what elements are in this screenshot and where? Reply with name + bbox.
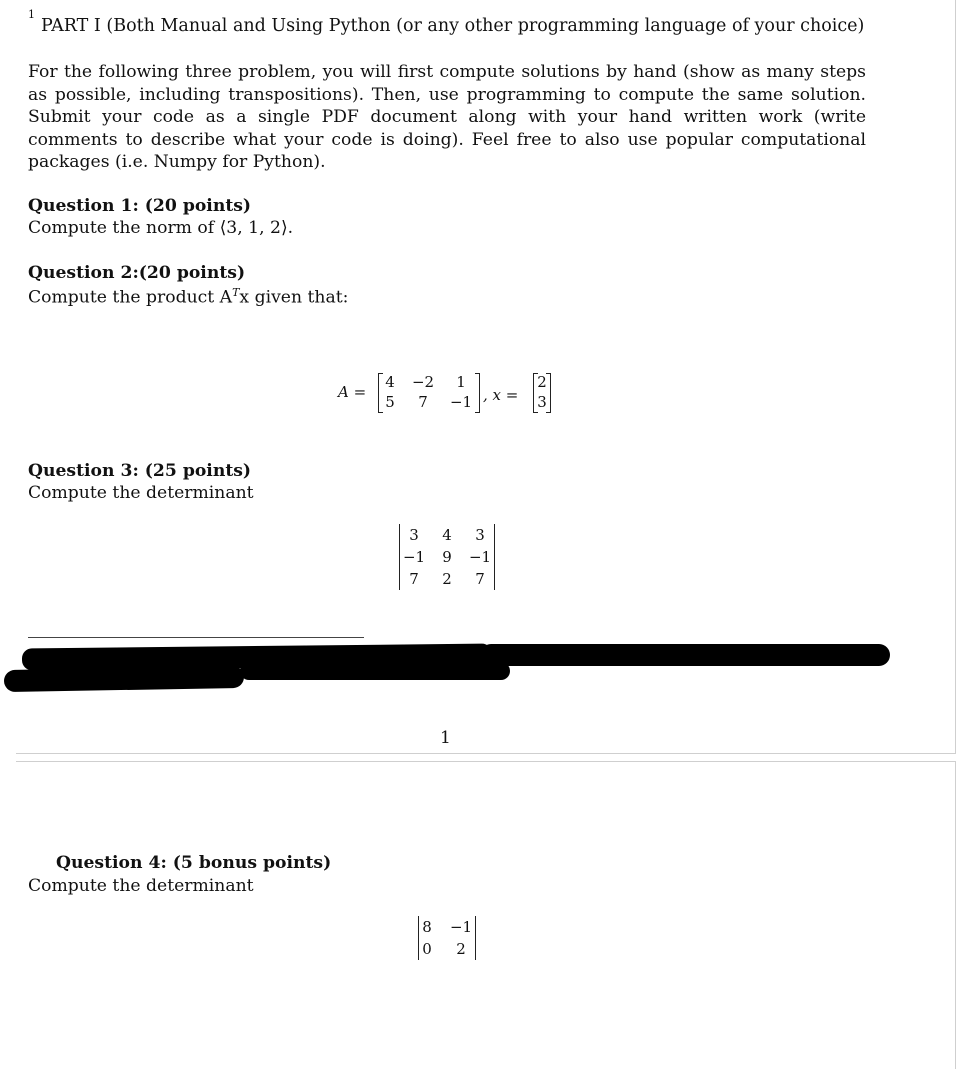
vector-cell: 2 [537,373,547,391]
question-3-title: Question 3: (25 points) [28,461,252,481]
transpose-marker: T [232,286,240,299]
page-border [955,0,956,754]
question-4-title: Question 4: (5 bonus points) [56,853,332,873]
question-1-body: Compute the norm of ⟨3, 1, 2⟩. [28,218,294,238]
matrix-a [378,373,480,413]
matrix-cell: −1 [449,918,473,936]
page-separator [16,753,956,754]
redaction-mark [480,644,890,666]
matrix-cell: 7 [418,393,428,411]
matrix-cell: 7 [409,570,419,588]
intro-paragraph: For the following three problem, you will first compute solutions by hand (show as many steps as possible, including transpositions). Then, use programming to compute the same solution. Submit your code as a single PDF document along with your hand written work (write comments to describe what your code is doing). Feel free to also use popular computational packages (i.e. Numpy for Python). [28,62,866,172]
determinant-3x3 [399,524,495,590]
question-3-body: Compute the determinant [28,483,254,503]
matrix-cell: 2 [456,940,466,958]
page-separator [16,761,956,762]
question-2-body-suffix: x given that: [239,287,349,308]
matrix-a-label: A = [338,383,367,401]
matrix-cell: 3 [475,526,485,544]
question-4-body: Compute the determinant [28,876,254,896]
part-heading-text: PART I (Both Manual and Using Python (or any other programming language of your choice) [41,15,865,36]
matrix-cell: −1 [449,393,473,411]
matrix-cell: 5 [385,393,395,411]
footnote-marker: 1 [28,8,35,21]
matrix-cell: 2 [442,570,452,588]
vector-cell: 3 [537,393,547,411]
matrix-cell: 0 [422,940,432,958]
matrix-cell: 4 [385,373,395,391]
question-1-title: Question 1: (20 points) [28,196,252,216]
matrix-cell: −2 [411,373,435,391]
matrix-cell: 8 [422,918,432,936]
question-2-body [28,286,348,308]
matrix-cell: −1 [402,548,426,566]
question-2-title: Question 2:(20 points) [28,263,246,283]
matrix-cell: 3 [409,526,419,544]
vector-x [533,373,551,413]
question-2-body-prefix: Compute the product A [28,287,233,308]
part-heading [28,8,865,36]
matrix-cell: 7 [475,570,485,588]
redaction-mark [4,666,244,692]
footnote-rule [28,637,364,638]
determinant-2x2 [418,916,476,960]
matrix-cell: 1 [456,373,466,391]
redaction-mark [240,662,510,680]
matrix-cell: 9 [442,548,452,566]
matrix-cell: −1 [468,548,492,566]
vector-x-label: , x = [483,386,519,404]
page-border [955,762,956,1069]
page-number: 1 [440,728,451,748]
matrix-cell: 4 [442,526,452,544]
